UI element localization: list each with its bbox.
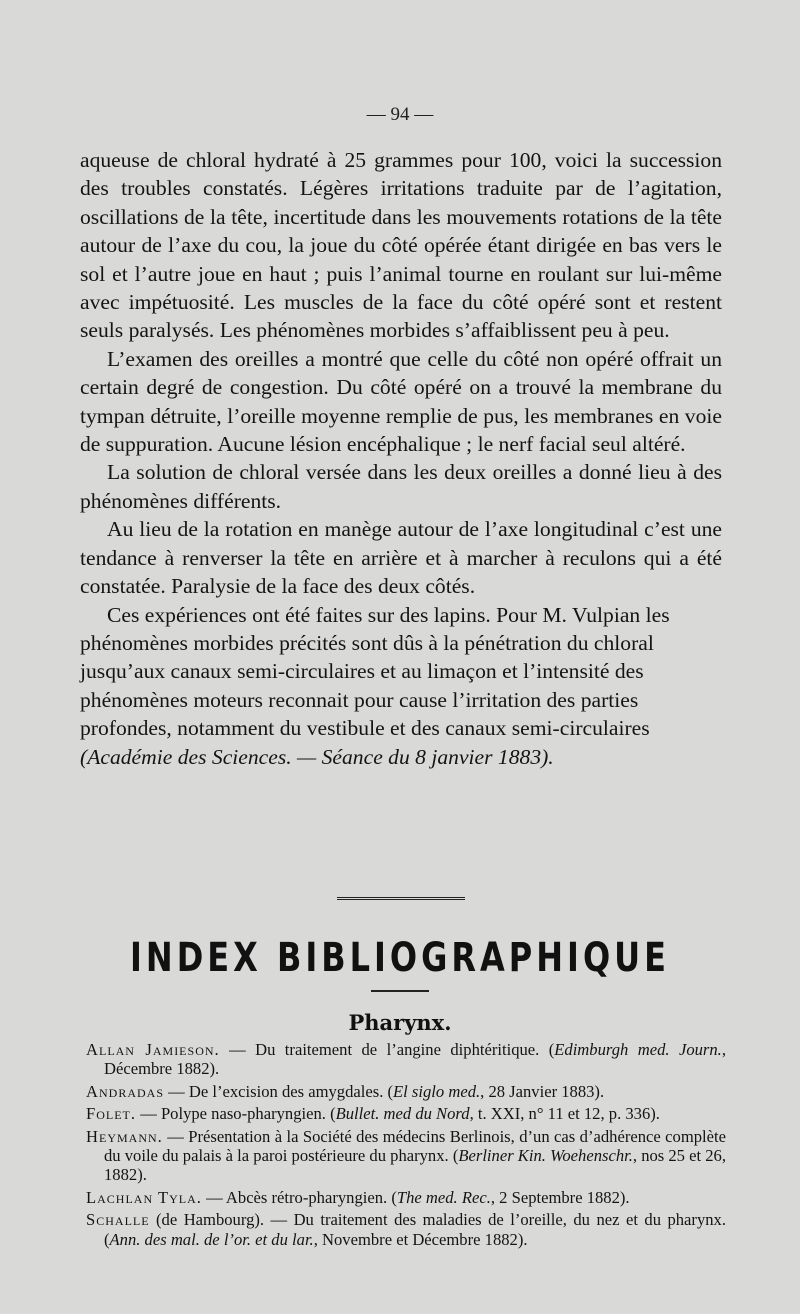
decorative-rule [337, 897, 465, 900]
reference-author: Lachlan Tyla. [86, 1187, 202, 1207]
reference-title: (de Hambourg). — Du traitement des maladies de l’oreille, du nez et du pharynx. ( [104, 1210, 726, 1249]
reference-title: — Abcès rétro-pharyngien. ( [201, 1187, 397, 1207]
reference-author: Folet. [86, 1104, 137, 1124]
index-title: INDEX BIBLIOGRAPHIQUE [130, 933, 670, 981]
page-number: — 94 — [366, 104, 434, 125]
reference-details: , Novembre et Décembre 1882). [313, 1229, 528, 1249]
reference-item [86, 1127, 726, 1185]
reference-journal: Edimburgh med. Journ. [554, 1040, 722, 1059]
reference-journal: Ann. des mal. de l’or. et du lar. [109, 1229, 314, 1249]
reference-journal: Berliner Kin. Woehenschr. [458, 1146, 633, 1166]
reference-title: — Du traitement de l’angine diphtéritique. ( [219, 1040, 555, 1059]
reference-author: Allan Jamieson. [86, 1040, 220, 1059]
reference-author: Andradas [86, 1081, 164, 1101]
reference-details: , 28 Janvier 1883). [480, 1081, 605, 1101]
paragraph: aqueuse de chloral hydraté à 25 grammes pour 100, voici la succession des troubles constatés. Légères irritations traduite par de l’agitation, oscillations de la tête, incertitude dans les mouvements rotations de la tête autour de l’axe du cou, la joue du côté opérée étant dirigée en bas vers le sol et l’autre joue en haut ; puis l’animal tourne en roulant sur lui-même avec impétuosité. Les muscles de la face du côté opéré sont et restent seuls paralysés. Les phénomènes morbides s’affaiblissent peu à peu. [80, 148, 722, 343]
reference-list [86, 1040, 726, 1252]
citation: (Académie des Sciences. — Séance du 8 janvier 1883). [80, 744, 554, 769]
title-underline [371, 990, 429, 992]
reference-item [86, 1210, 726, 1249]
reference-details: , t. XXI, n° 11 et 12, p. 336). [469, 1104, 660, 1124]
paragraph-text: Ces expériences ont été faites sur des lapins. Pour M. Vulpian les phénomènes morbides précités sont dûs à la pénétration du chloral jusqu’aux canaux semi-circulaires et au limaçon et l’intensité des phénomènes moteurs reconnait pour cause l’irritation des parties profondes, notamment du vestibule et des canaux semi-circulaires [80, 602, 670, 741]
reference-title: — Polype naso-pharyngien. ( [136, 1104, 336, 1124]
paragraph: La solution de chloral versée dans les deux oreilles a donné lieu à des phénomènes différents. [80, 460, 722, 513]
reference-journal: The med. Rec. [396, 1187, 491, 1207]
reference-title: — Présentation à la Société des médecins Berlinois, d’un cas d’adhérence complète du voile du palais à la paroi postérieure du pharynx. ( [104, 1126, 726, 1166]
body-text [80, 146, 722, 771]
reference-item [86, 1040, 726, 1079]
reference-details: , Décembre 1882). [104, 1040, 726, 1079]
paragraph: L’examen des oreilles a montré que celle du côté non opéré offrait un certain degré de congestion. Du côté opéré on a trouvé la membrane du tympan détruite, l’oreille moyenne remplie de pus, les membranes en voie de suppuration. Aucune lésion encéphalique ; le nerf facial seul altéré. [80, 346, 722, 457]
reference-title: — De l’excision des amygdales. ( [164, 1081, 394, 1101]
reference-item [86, 1082, 726, 1101]
reference-details: , 2 Septembre 1882). [490, 1187, 630, 1207]
reference-details: , nos 25 et 26, 1882). [104, 1146, 726, 1185]
reference-journal: El siglo med. [393, 1081, 481, 1101]
reference-journal: Bullet. med du Nord [335, 1104, 470, 1124]
reference-author: Heymann. [86, 1126, 163, 1146]
section-title: Pharynx. [348, 1010, 452, 1035]
reference-item [86, 1188, 726, 1207]
reference-item [86, 1104, 726, 1123]
paragraph-last [80, 601, 722, 771]
reference-author: Schalle [86, 1210, 150, 1230]
paragraph: Au lieu de la rotation en manège autour de l’axe longitudinal c’est une tendance à renverser la tête en arrière et à marcher à reculons qui a été constatée. Paralysie de la face des deux côtés. [80, 517, 722, 599]
